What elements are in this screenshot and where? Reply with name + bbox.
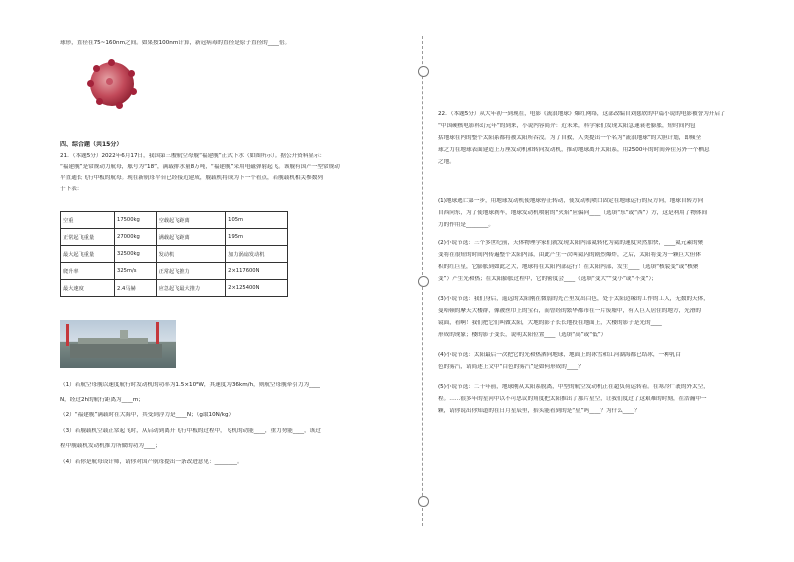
q22-text-line: “中国硬核电影科幻元年”的到来，小说内容简介：近未来，科学家们发现太阳急速衰老膨胀，短时间内包 [438, 123, 696, 129]
q21-subquestion: N，经过2h的航行距离为____m； [60, 397, 144, 403]
q22-text-line: 积的红巨星，它膨胀到如此之大，地球将在太阳内部运行！在太阳内部，发生____（选填“核裂变”或“核聚 [438, 264, 699, 270]
q22-text-line: 变”）产生光和热；在太阳膨胀过程中，它的密度会____（选填“变大”“变小”或“不变”）； [438, 276, 657, 282]
table-cell: 2×117600N [226, 263, 288, 280]
q22-text-line: 之地。 [438, 159, 455, 165]
q21-text-line: 于下表： [60, 186, 83, 192]
q22-text-line: 曼哈顿的摩天大楼群，像被丝巾上的宝石，而曾经的繁华都市在一片废墟中，有人巨人居住的地方，光滑的 [438, 308, 701, 314]
q22-text-line: 镜面，看啊！我们把它们叫做太阳，大地的影子长长地投在地面上，大楼的影子是光的____ [438, 320, 662, 326]
table-cell: 27000kg [115, 229, 157, 246]
q22-text-line: (2)小说节选：三个多世纪前，天体物理学家们就发现太阳内部氦转化为氦的速度突然加快，____氦元素的聚 [438, 240, 704, 246]
table-cell: 105m [226, 212, 288, 229]
table-cell: 325m/s [115, 263, 157, 280]
q22-text-line: 22．（本题5分）从大年初一到现在，电影《流浪地球》爆红网络，这部改编自刘慈欣的中篇小说的电影被誉为开启了 [438, 111, 726, 117]
q21-subquestion: （1）若航空母舰以速度航行时发动机的功率为1.5×10⁸W，其速度为36km/h，则航空母舰牵引力为____ [60, 382, 321, 388]
table-cell: 最大起飞重量 [61, 246, 115, 263]
q22-text-line: (1)地球逃亡第一步，用地球发动机使地球停止转动，使发动机喷口固定在地球运行的反方向，地球自转方向 [438, 198, 704, 204]
table-row [61, 280, 288, 297]
table-cell: 空重 [61, 212, 115, 229]
column-divider [422, 36, 423, 526]
q22-text-line: 变将在很短的时间内传遍整个太阳内部，由此产生一次叫氦闪的剧烈爆炸，之后，太阳将变为一颗巨大但体 [438, 252, 701, 258]
q22-text-line: (4)小说节选：太阳最后一次把它的光和热洒向地球，地面上的冰雪和江河湖海都已结冰，一种乳白 [438, 352, 681, 358]
table-cell: 2.4马赫 [115, 280, 157, 297]
table-cell: 满载起飞距离 [156, 229, 226, 246]
table-cell: 应急起飞最大推力 [156, 280, 226, 297]
table-row [61, 229, 288, 246]
table-cell: 爬升率 [61, 263, 115, 280]
q22-text-line: (3)小说节选：我们身后，遥远的太阳刚在微弱的光芒里发出白色，处于太阳边缘的工作的工人，无数的天体， [438, 296, 709, 302]
table-row [61, 212, 288, 229]
table-cell: 2×125400N [226, 280, 288, 297]
q21-text-line: 平直通长飞行甲板的航母。现在新航母平台已经接近建成，舰载机将成为下一个看点，若舰载机相关参数列 [60, 175, 323, 181]
table-cell: 加力涡扇发动机 [226, 246, 288, 263]
q21-text-line: “福建舰”是常规动力航母，舷号为“18”，满载排水量8万吨，“福建舰”采用电磁弹射起飞。该舰有国产一型常规动 [60, 164, 340, 170]
table-cell: 正常起飞重量 [61, 229, 115, 246]
q22-text-line: 颗，请你说出你知道的在日月星辰里，抬头能看到的是“星”吗____？为什么____？ [438, 408, 640, 414]
q22-text-line: (5)小说节选：二十年前，地球刚从太阳系脱离，中型的航空发动机正在超负荷运转着。在寒冷广袤的外太空， [438, 384, 709, 390]
q21-subquestion: （3）若舰载机空载正常起飞时，从启动到离开飞行甲板的过程中，飞机的动能____，重力势能____，该过 [60, 428, 321, 434]
q22-text-line: 程。……很多年的星河中以不可思议的角度把太阳推出了那片星空，让我们度过了这艰难的时刻，在浩瀚中一 [438, 396, 707, 402]
q21-text-line: 21．（本题5分）2022年6月17日，我国第三艘航空母舰“福建舰”正式下水（如图所示）。据公开资料显示： [60, 153, 326, 159]
q21-subquestion: （2）“福建舰”满载时在大海中，其受到浮力是____N；（g取10N/kg） [60, 412, 235, 418]
virus-question-text: 球形，直径在75~160nm之间。如果按100nm计算，新冠病毒的直径是原子直径的____倍。 [60, 40, 291, 46]
section-title: 四、综合题（共15分） [60, 141, 123, 148]
q22-text-line: 括地球在内的整个太阳系都将被太阳所吞没。为了自救，人类提出一个名为“流浪地球”的大胆计划，即倾全 [438, 135, 702, 141]
q21-subquestion: （4）若你是航母设计师，请你对国产航母提出一条改进意见：________。 [60, 459, 243, 465]
q21-subquestion: 程中舰载机发动机推力所做的功为____； [60, 443, 161, 449]
table-cell: 发动机 [156, 246, 226, 263]
table-cell: 195m [226, 229, 288, 246]
q22-text-line: 力的作用是________。 [438, 222, 494, 228]
aircraft-carrier-photo [60, 320, 176, 368]
table-cell: 最大速度 [61, 280, 115, 297]
coronavirus-image [90, 62, 134, 106]
aircraft-spec-table [60, 211, 288, 297]
q22-text-line: 球之力在地球表面建造上万座发动机和转向发动机，推动地球离开太阳系，用2500年的时间奔往另外一个栖息 [438, 147, 710, 153]
table-cell: 空载起飞距离 [156, 212, 226, 229]
table-cell: 17500kg [115, 212, 157, 229]
q22-text-line: 自西向东，为了使地球刹车，地球发动机喷射的“火焰”应偏向____（选填“东”或“西”）方，这是利用了物体间 [438, 210, 708, 216]
table-row [61, 246, 288, 263]
table-cell: 正常起飞推力 [156, 263, 226, 280]
q22-text-line: 形成的现象；楼的影子变长，说明太阳位置____（选填“高”或“低”） [438, 332, 607, 338]
table-cell: 32500kg [115, 246, 157, 263]
table-row [61, 263, 288, 280]
q22-text-line: 色的雾汽，请简述上文中“白色的雾汽”是如何形成的____？ [438, 364, 584, 370]
